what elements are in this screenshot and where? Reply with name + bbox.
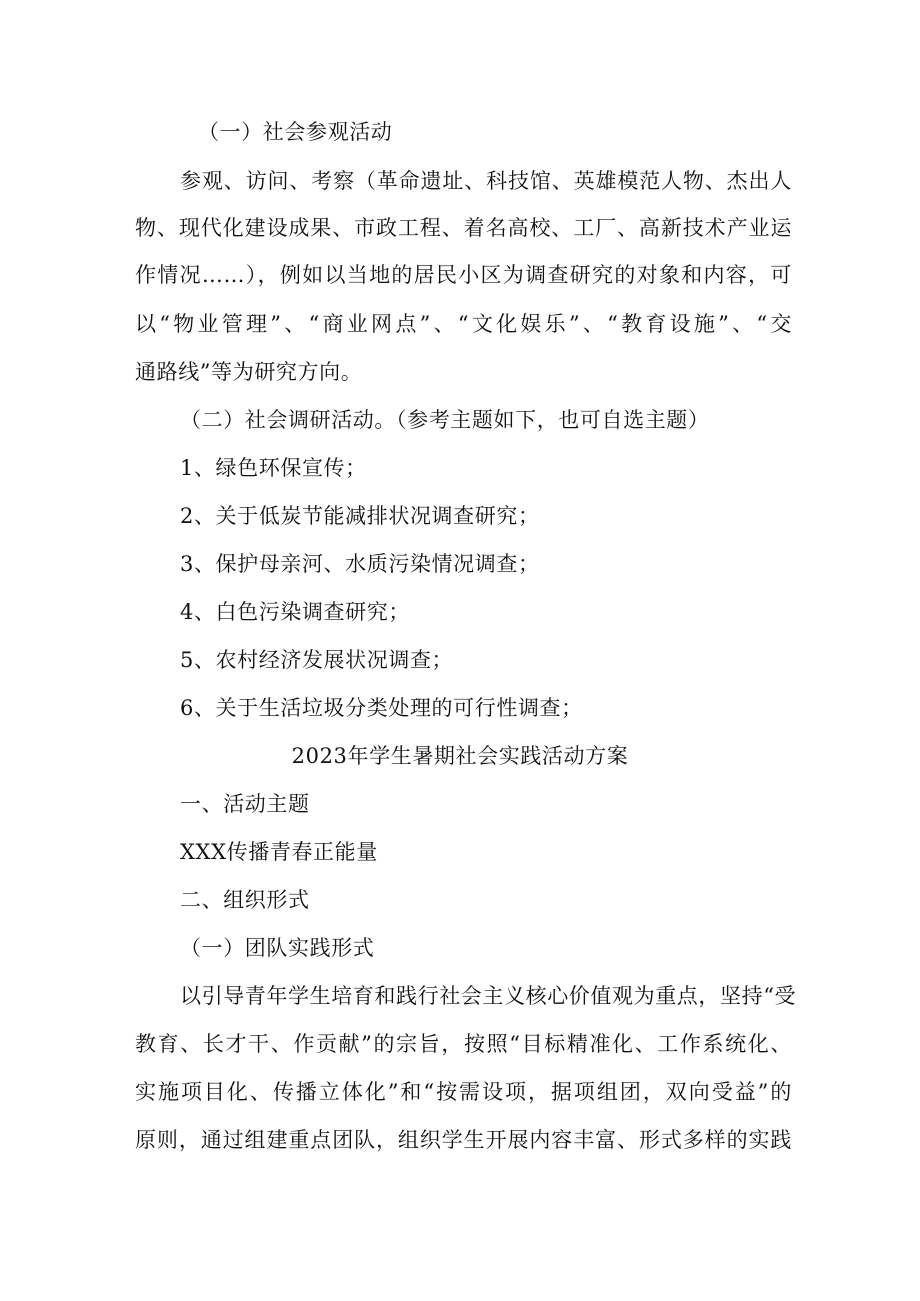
subsection-heading-team-practice: （一）团队实践形式 bbox=[180, 936, 375, 960]
document-title: 2023年学生暑期社会实践活动方案 bbox=[291, 744, 629, 768]
list-item: 5、农村经济发展状况调查； bbox=[180, 648, 454, 672]
theme-text: XXX传播青春正能量 bbox=[180, 840, 378, 864]
paragraph-line: 以“物业管理”、“商业网点”、“文化娱乐”、“教育设施”、“交 bbox=[135, 312, 792, 336]
list-item: 3、保护母亲河、水质污染情况调查； bbox=[180, 552, 540, 576]
list-item: 6、关于生活垃圾分类处理的可行性调查； bbox=[180, 696, 583, 720]
paragraph-line: 物、现代化建设成果、市政工程、着名高校、工厂、高新技术产业运 bbox=[135, 216, 792, 240]
list-item: 4、白色污染调查研究； bbox=[180, 600, 410, 624]
paragraph-line: 作情况……），例如以当地的居民小区为调查研究的对象和内容，可 bbox=[135, 263, 792, 287]
section-heading-theme: 一、活动主题 bbox=[180, 792, 310, 816]
list-item: 2、关于低炭节能减排状况调查研究； bbox=[180, 504, 540, 528]
paragraph-line: 以引导青年学生培育和践行社会主义核心价值观为重点，坚持“受 bbox=[180, 984, 797, 1008]
list-item: 1、绿色环保宣传； bbox=[180, 456, 367, 480]
paragraph-line: 教育、长才干、作贡献”的宗旨，按照“目标精准化、工作系统化、 bbox=[135, 1032, 792, 1056]
paragraph-line: 通路线”等为研究方向。 bbox=[135, 360, 363, 384]
section-heading-social-research: （二）社会调研活动。（参考主题如下，也可自选主题） bbox=[180, 408, 710, 432]
paragraph-line: 参观、访问、考察（革命遗址、科技馆、英雄模范人物、杰出人 bbox=[180, 169, 792, 193]
paragraph-line: 原则，通过组建重点团队，组织学生开展内容丰富、形式多样的实践 bbox=[135, 1128, 792, 1152]
section-heading-organization: 二、组织形式 bbox=[180, 888, 310, 912]
paragraph-line: 实施项目化、传播立体化”和“按需设项，据项组团，双向受益”的 bbox=[135, 1080, 792, 1104]
section-heading-social-visit: （一）社会参观活动 bbox=[198, 120, 393, 144]
